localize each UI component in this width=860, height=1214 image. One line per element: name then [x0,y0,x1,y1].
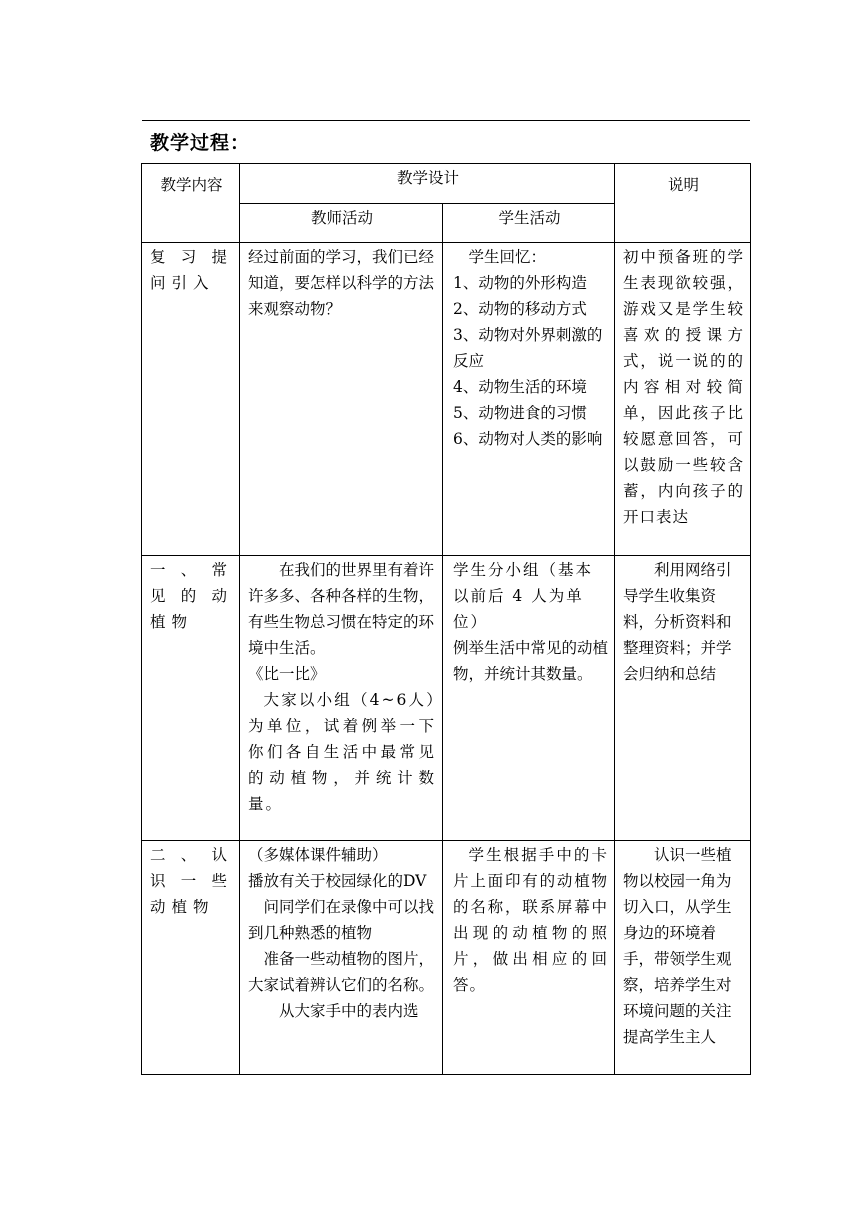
table-row [142,243,751,556]
row-teacher [240,556,443,841]
student-text: 学生根据手中的卡片上面印有的动植物的名称，联系屏幕中出现的动植物的照片，做出相应的回答。 [453,846,609,994]
notes-text: 初中预备班的学生表现欲较强，游戏又是学生较喜欢的授课方式，说一说的的内容相对较简单，因此孩子比较愿意回答，可以鼓励一些较含蓄，内向孩子的开口表达 [623,248,745,526]
teacher-text: 大家以小组（4~6人）为单位，试着例举一下你们各自生活中最常见的动植物，并统计数量。 [248,691,436,813]
row-student [443,556,615,841]
notes-text: 认识一些植物以校园一角为切入口，从学生身边的环境着手，带领学生观察，培养学生对环境问题的关注提高学生主人 [623,846,732,1046]
student-text: 5、动物进食的习惯 [453,404,587,422]
student-text: 3、动物对外界刺激的反应 [453,326,603,370]
student-text: 2、动物的移动方式 [453,300,587,318]
table-row [142,841,751,1075]
teacher-text: （多媒体课件辅助） [248,846,388,864]
student-text: 例举生活中常见的动植物，并统计其数量。 [453,639,609,683]
header-notes: 说明 [615,164,751,243]
student-text: 学生回忆： [468,248,547,266]
lesson-table [141,163,751,1075]
row-content: 一、常见的动植物 [142,556,240,841]
row-content: 二、认识一些动植物 [142,841,240,1075]
row-student [443,841,615,1075]
teacher-text: 在我们的世界里有着许许多多、各种各样的生物，有些生物总习惯在特定的环境中生活。 [248,561,435,657]
section-title: 教学过程： [150,132,251,154]
teacher-text: 从大家手中的表内选 [279,1002,419,1020]
row-content: 复习提问引入 [142,243,240,556]
top-rule [142,120,750,121]
row-notes [615,243,751,556]
row-student [443,243,615,556]
row-teacher [240,841,443,1075]
header-teacher: 教师活动 [240,204,443,243]
student-text: 6、动物对人类的影响 [453,430,603,448]
row-teacher [240,243,443,556]
notes-text: 利用网络引导学生收集资料，分析资料和整理资料；并学会归纳和总结 [623,561,732,683]
teacher-text: 《比一比》 [248,665,326,683]
teacher-text: 播放有关于校园绿化的DV [248,872,427,890]
student-text: 4、动物生活的环境 [453,378,587,396]
student-text: 1、动物的外形构造 [453,274,587,292]
row-notes [615,556,751,841]
header-design: 教学设计 [240,164,615,204]
table-row [142,556,751,841]
teacher-text: 经过前面的学习，我们已经知道，要怎样以科学的方法来观察动物？ [248,248,435,318]
header-student: 学生活动 [443,204,615,243]
header-content: 教学内容 [142,164,240,243]
header-row-1 [142,164,751,204]
student-text: 学生分小组（基本以前后 4 人为单位） [453,561,594,631]
teacher-text: 准备一些动植物的图片，大家试着辨认它们的名称。 [248,950,435,994]
row-notes [615,841,751,1075]
teacher-text: 问同学们在录像中可以找到几种熟悉的植物 [248,898,435,942]
